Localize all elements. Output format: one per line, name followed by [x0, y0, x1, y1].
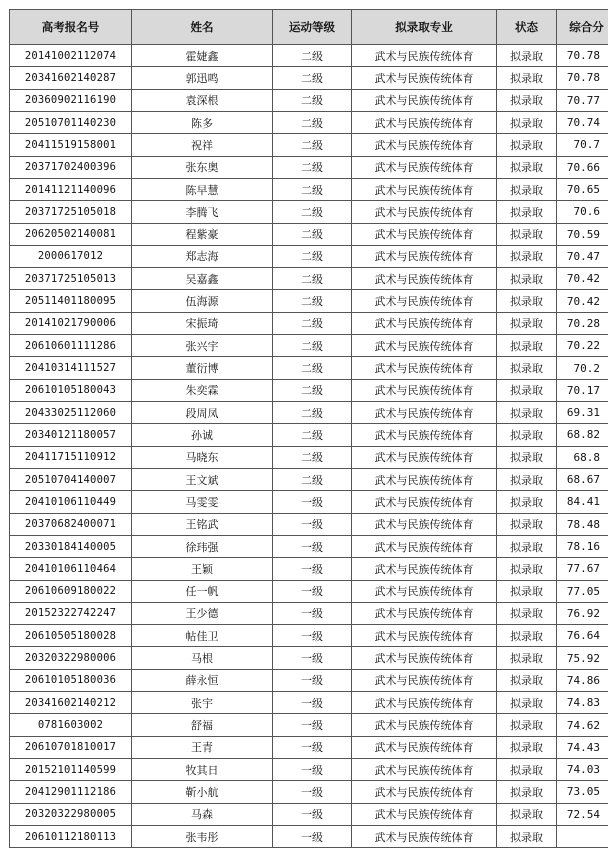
registration-number-cell: 20330184140005 [10, 535, 132, 557]
status-cell: 拟录取 [497, 268, 557, 290]
sport-level-cell: 一级 [273, 602, 352, 624]
status-cell: 拟录取 [497, 825, 557, 847]
score-cell: 84.41 [557, 491, 608, 513]
registration-number-cell: 20412901112186 [10, 781, 132, 803]
score-cell: 72.54 [557, 803, 608, 825]
name-cell: 帖佳卫 [132, 625, 273, 647]
major-cell: 武术与民族传统体育 [352, 803, 497, 825]
status-cell: 拟录取 [497, 379, 557, 401]
table-body [10, 45, 608, 848]
score-cell: 77.05 [557, 580, 608, 602]
registration-number-cell: 20152322742247 [10, 602, 132, 624]
status-cell: 拟录取 [497, 669, 557, 691]
score-cell: 70.59 [557, 223, 608, 245]
score-cell: 78.16 [557, 535, 608, 557]
major-cell: 武术与民族传统体育 [352, 134, 497, 156]
score-cell: 73.05 [557, 781, 608, 803]
major-cell: 武术与民族传统体育 [352, 268, 497, 290]
table-row [10, 67, 608, 89]
registration-number-cell: 20620502140081 [10, 223, 132, 245]
status-cell: 拟录取 [497, 178, 557, 200]
sport-level-cell: 一级 [273, 535, 352, 557]
sport-level-cell: 二级 [273, 223, 352, 245]
registration-number-cell: 20360902116190 [10, 89, 132, 111]
name-cell: 舒福 [132, 714, 273, 736]
registration-number-cell: 20610105180036 [10, 669, 132, 691]
table-row [10, 134, 608, 156]
status-cell: 拟录取 [497, 803, 557, 825]
table-row [10, 625, 608, 647]
sport-level-cell: 二级 [273, 156, 352, 178]
table-row [10, 446, 608, 468]
name-cell: 伍海源 [132, 290, 273, 312]
sport-level-cell: 一级 [273, 692, 352, 714]
status-cell: 拟录取 [497, 491, 557, 513]
sport-level-cell: 一级 [273, 714, 352, 736]
name-cell: 陈早慧 [132, 178, 273, 200]
registration-number-cell: 20610112180113 [10, 825, 132, 847]
status-cell: 拟录取 [497, 134, 557, 156]
status-cell: 拟录取 [497, 111, 557, 133]
registration-number-cell: 20370682400071 [10, 513, 132, 535]
table-row [10, 647, 608, 669]
table-row [10, 535, 608, 557]
table-row [10, 558, 608, 580]
registration-number-cell: 20610609180022 [10, 580, 132, 602]
status-cell: 拟录取 [497, 245, 557, 267]
registration-number-cell: 20610701810017 [10, 736, 132, 758]
registration-number-cell: 20371725105013 [10, 268, 132, 290]
score-cell: 70.6 [557, 201, 608, 223]
major-cell: 武术与民族传统体育 [352, 402, 497, 424]
status-cell: 拟录取 [497, 424, 557, 446]
name-cell: 牧其日 [132, 759, 273, 781]
status-cell: 拟录取 [497, 201, 557, 223]
score-cell: 70.42 [557, 290, 608, 312]
table-row [10, 178, 608, 200]
name-cell: 薛永恒 [132, 669, 273, 691]
score-cell: 70.2 [557, 357, 608, 379]
table-row [10, 402, 608, 424]
major-cell: 武术与民族传统体育 [352, 245, 497, 267]
table-row [10, 268, 608, 290]
table-row [10, 781, 608, 803]
sport-level-cell: 二级 [273, 357, 352, 379]
status-cell: 拟录取 [497, 446, 557, 468]
sport-level-cell: 一级 [273, 513, 352, 535]
major-cell: 武术与民族传统体育 [352, 491, 497, 513]
status-cell: 拟录取 [497, 781, 557, 803]
table-row [10, 580, 608, 602]
major-cell: 武术与民族传统体育 [352, 513, 497, 535]
registration-number-cell: 20610601111286 [10, 335, 132, 357]
major-cell: 武术与民族传统体育 [352, 468, 497, 490]
name-cell: 马雯雯 [132, 491, 273, 513]
sport-level-cell: 一级 [273, 625, 352, 647]
sport-level-cell: 二级 [273, 111, 352, 133]
major-cell: 武术与民族传统体育 [352, 759, 497, 781]
table-row [10, 602, 608, 624]
registration-number-cell: 20371702400396 [10, 156, 132, 178]
major-cell: 武术与民族传统体育 [352, 692, 497, 714]
name-cell: 宋振琦 [132, 312, 273, 334]
major-cell: 武术与民族传统体育 [352, 290, 497, 312]
sport-level-cell: 一级 [273, 736, 352, 758]
name-cell: 段周凤 [132, 402, 273, 424]
table-header-row [10, 10, 608, 45]
registration-number-cell: 2000617012 [10, 245, 132, 267]
status-cell: 拟录取 [497, 535, 557, 557]
name-cell: 马根 [132, 647, 273, 669]
name-cell: 孙诚 [132, 424, 273, 446]
sport-level-cell: 二级 [273, 312, 352, 334]
major-cell: 武术与民族传统体育 [352, 111, 497, 133]
name-cell: 袁深根 [132, 89, 273, 111]
registration-number-cell: 20610505180028 [10, 625, 132, 647]
registration-number-cell: 20410106110464 [10, 558, 132, 580]
registration-number-cell: 20371725105018 [10, 201, 132, 223]
table-row [10, 692, 608, 714]
registration-number-cell: 20141021790006 [10, 312, 132, 334]
sport-level-cell: 二级 [273, 45, 352, 67]
major-cell: 武术与民族传统体育 [352, 312, 497, 334]
header-registration-number: 高考报名号 [10, 10, 132, 45]
registration-number-cell: 20152101140599 [10, 759, 132, 781]
registration-number-cell: 20320322980005 [10, 803, 132, 825]
score-cell: 70.47 [557, 245, 608, 267]
major-cell: 武术与民族传统体育 [352, 535, 497, 557]
score-cell: 70.22 [557, 335, 608, 357]
score-cell: 68.67 [557, 468, 608, 490]
registration-number-cell: 20510704140007 [10, 468, 132, 490]
major-cell: 武术与民族传统体育 [352, 825, 497, 847]
score-cell: 70.65 [557, 178, 608, 200]
sport-level-cell: 一级 [273, 825, 352, 847]
name-cell: 徐玮强 [132, 535, 273, 557]
score-cell: 70.66 [557, 156, 608, 178]
table-row [10, 491, 608, 513]
sport-level-cell: 二级 [273, 335, 352, 357]
header-sport-level: 运动等级 [273, 10, 352, 45]
sport-level-cell: 二级 [273, 379, 352, 401]
table-row [10, 335, 608, 357]
registration-number-cell: 20411715110912 [10, 446, 132, 468]
score-cell: 70.77 [557, 89, 608, 111]
status-cell: 拟录取 [497, 714, 557, 736]
table-row [10, 468, 608, 490]
table-row [10, 89, 608, 111]
score-cell [557, 825, 608, 847]
status-cell: 拟录取 [497, 602, 557, 624]
score-cell: 74.86 [557, 669, 608, 691]
registration-number-cell: 20410314111527 [10, 357, 132, 379]
major-cell: 武术与民族传统体育 [352, 379, 497, 401]
score-cell: 70.74 [557, 111, 608, 133]
name-cell: 靳小航 [132, 781, 273, 803]
registration-number-cell: 20340121180057 [10, 424, 132, 446]
major-cell: 武术与民族传统体育 [352, 781, 497, 803]
major-cell: 武术与民族传统体育 [352, 178, 497, 200]
registration-number-cell: 20433025112060 [10, 402, 132, 424]
sport-level-cell: 二级 [273, 468, 352, 490]
name-cell: 王颖 [132, 558, 273, 580]
name-cell: 张兴宇 [132, 335, 273, 357]
header-score: 综合分 [557, 10, 608, 45]
status-cell: 拟录取 [497, 223, 557, 245]
major-cell: 武术与民族传统体育 [352, 446, 497, 468]
score-cell: 77.67 [557, 558, 608, 580]
status-cell: 拟录取 [497, 647, 557, 669]
name-cell: 朱奕霖 [132, 379, 273, 401]
table-row [10, 759, 608, 781]
sport-level-cell: 一级 [273, 759, 352, 781]
major-cell: 武术与民族传统体育 [352, 223, 497, 245]
score-cell: 76.64 [557, 625, 608, 647]
sport-level-cell: 二级 [273, 446, 352, 468]
registration-number-cell: 0781603002 [10, 714, 132, 736]
sport-level-cell: 二级 [273, 201, 352, 223]
score-cell: 70.78 [557, 67, 608, 89]
score-cell: 74.83 [557, 692, 608, 714]
name-cell: 吴嘉鑫 [132, 268, 273, 290]
score-cell: 68.8 [557, 446, 608, 468]
name-cell: 程紫豪 [132, 223, 273, 245]
major-cell: 武术与民族传统体育 [352, 625, 497, 647]
status-cell: 拟录取 [497, 89, 557, 111]
major-cell: 武术与民族传统体育 [352, 669, 497, 691]
table-row [10, 201, 608, 223]
major-cell: 武术与民族传统体育 [352, 67, 497, 89]
score-cell: 70.28 [557, 312, 608, 334]
header-name: 姓名 [132, 10, 273, 45]
name-cell: 王铭武 [132, 513, 273, 535]
name-cell: 马晓东 [132, 446, 273, 468]
score-cell: 70.7 [557, 134, 608, 156]
registration-number-cell: 20341602140287 [10, 67, 132, 89]
status-cell: 拟录取 [497, 335, 557, 357]
table-row [10, 357, 608, 379]
status-cell: 拟录取 [497, 402, 557, 424]
status-cell: 拟录取 [497, 357, 557, 379]
sport-level-cell: 一级 [273, 803, 352, 825]
status-cell: 拟录取 [497, 513, 557, 535]
status-cell: 拟录取 [497, 312, 557, 334]
status-cell: 拟录取 [497, 290, 557, 312]
major-cell: 武术与民族传统体育 [352, 602, 497, 624]
score-cell: 74.43 [557, 736, 608, 758]
registration-number-cell: 20411519158001 [10, 134, 132, 156]
table-row [10, 223, 608, 245]
table-row [10, 379, 608, 401]
table-row [10, 111, 608, 133]
table-row [10, 424, 608, 446]
score-cell: 74.03 [557, 759, 608, 781]
name-cell: 霍婕鑫 [132, 45, 273, 67]
score-cell: 70.42 [557, 268, 608, 290]
table-row [10, 669, 608, 691]
registration-number-cell: 20610105180043 [10, 379, 132, 401]
name-cell: 王青 [132, 736, 273, 758]
major-cell: 武术与民族传统体育 [352, 714, 497, 736]
sport-level-cell: 一级 [273, 781, 352, 803]
status-cell: 拟录取 [497, 67, 557, 89]
table-row [10, 45, 608, 67]
table-row [10, 156, 608, 178]
major-cell: 武术与民族传统体育 [352, 357, 497, 379]
sport-level-cell: 二级 [273, 178, 352, 200]
major-cell: 武术与民族传统体育 [352, 736, 497, 758]
status-cell: 拟录取 [497, 759, 557, 781]
name-cell: 郭迅鸣 [132, 67, 273, 89]
score-cell: 74.62 [557, 714, 608, 736]
table-row [10, 714, 608, 736]
major-cell: 武术与民族传统体育 [352, 335, 497, 357]
table-row [10, 803, 608, 825]
major-cell: 武术与民族传统体育 [352, 580, 497, 602]
admission-table [9, 9, 608, 848]
name-cell: 王文斌 [132, 468, 273, 490]
table-row [10, 513, 608, 535]
table-row [10, 290, 608, 312]
name-cell: 郑志海 [132, 245, 273, 267]
table-row [10, 312, 608, 334]
status-cell: 拟录取 [497, 468, 557, 490]
major-cell: 武术与民族传统体育 [352, 156, 497, 178]
sport-level-cell: 一级 [273, 580, 352, 602]
sport-level-cell: 一级 [273, 558, 352, 580]
registration-number-cell: 20141121140096 [10, 178, 132, 200]
score-cell: 70.17 [557, 379, 608, 401]
name-cell: 任一帆 [132, 580, 273, 602]
name-cell: 张宇 [132, 692, 273, 714]
registration-number-cell: 20141002112074 [10, 45, 132, 67]
name-cell: 王少德 [132, 602, 273, 624]
status-cell: 拟录取 [497, 692, 557, 714]
score-cell: 75.92 [557, 647, 608, 669]
status-cell: 拟录取 [497, 156, 557, 178]
table-row [10, 736, 608, 758]
sport-level-cell: 二级 [273, 134, 352, 156]
sport-level-cell: 二级 [273, 402, 352, 424]
table-row [10, 825, 608, 847]
registration-number-cell: 20511401180095 [10, 290, 132, 312]
sport-level-cell: 二级 [273, 424, 352, 446]
major-cell: 武术与民族传统体育 [352, 201, 497, 223]
score-cell: 68.82 [557, 424, 608, 446]
status-cell: 拟录取 [497, 736, 557, 758]
score-cell: 69.31 [557, 402, 608, 424]
major-cell: 武术与民族传统体育 [352, 558, 497, 580]
sport-level-cell: 二级 [273, 268, 352, 290]
sport-level-cell: 一级 [273, 491, 352, 513]
sport-level-cell: 二级 [273, 290, 352, 312]
status-cell: 拟录取 [497, 625, 557, 647]
name-cell: 祝祥 [132, 134, 273, 156]
name-cell: 张东奥 [132, 156, 273, 178]
registration-number-cell: 20341602140212 [10, 692, 132, 714]
sport-level-cell: 一级 [273, 647, 352, 669]
major-cell: 武术与民族传统体育 [352, 89, 497, 111]
registration-number-cell: 20410106110449 [10, 491, 132, 513]
header-status: 状态 [497, 10, 557, 45]
major-cell: 武术与民族传统体育 [352, 647, 497, 669]
sport-level-cell: 二级 [273, 245, 352, 267]
header-major: 拟录取专业 [352, 10, 497, 45]
registration-number-cell: 20320322980006 [10, 647, 132, 669]
table-row [10, 245, 608, 267]
sport-level-cell: 二级 [273, 67, 352, 89]
score-cell: 76.92 [557, 602, 608, 624]
sport-level-cell: 二级 [273, 89, 352, 111]
name-cell: 陈多 [132, 111, 273, 133]
major-cell: 武术与民族传统体育 [352, 45, 497, 67]
major-cell: 武术与民族传统体育 [352, 424, 497, 446]
score-cell: 70.78 [557, 45, 608, 67]
status-cell: 拟录取 [497, 580, 557, 602]
name-cell: 董衍博 [132, 357, 273, 379]
sport-level-cell: 一级 [273, 669, 352, 691]
name-cell: 马森 [132, 803, 273, 825]
status-cell: 拟录取 [497, 558, 557, 580]
status-cell: 拟录取 [497, 45, 557, 67]
registration-number-cell: 20510701140230 [10, 111, 132, 133]
name-cell: 李腾飞 [132, 201, 273, 223]
score-cell: 78.48 [557, 513, 608, 535]
name-cell: 张韦彤 [132, 825, 273, 847]
